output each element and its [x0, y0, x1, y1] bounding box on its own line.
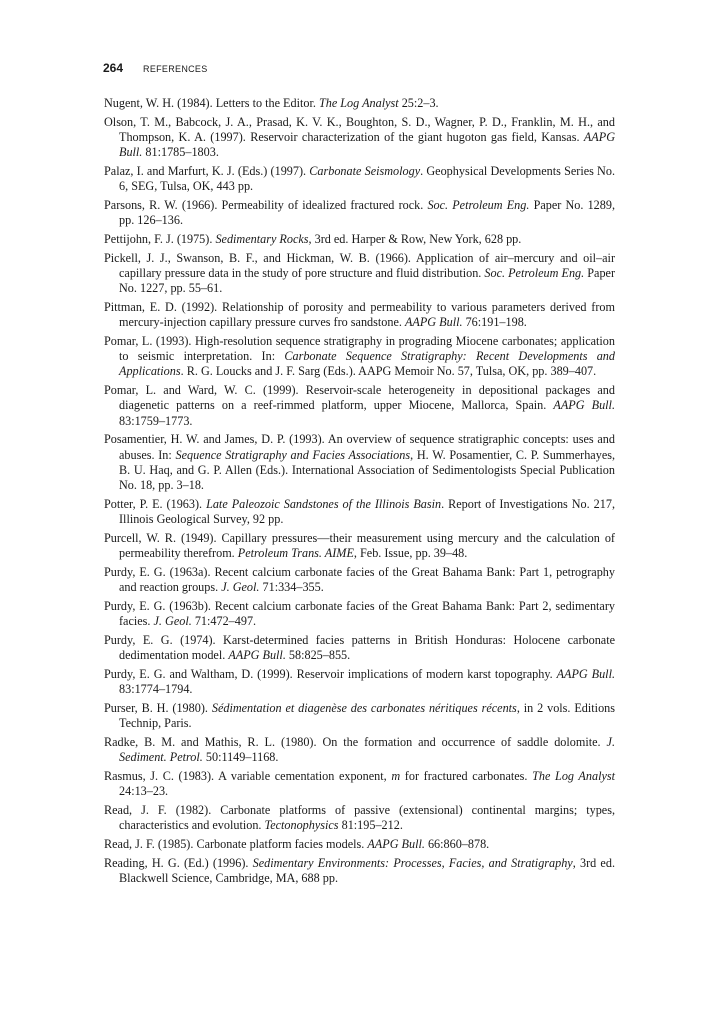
reference-entry: Parsons, R. W. (1966). Permeability of idealized fractured rock. Soc. Petroleum Eng. Paper No. 1289, pp. 126–136.	[104, 197, 616, 228]
reference-entry: Posamentier, H. W. and James, D. P. (1993). An overview of sequence stratigraphic concepts: uses and abuses. In: Sequence Stratigraphy and Facies Associations, H. W. Posamentier, C. P. Summerhayes, B. U. Haq, and G. P. Allen (Eds.). International Association of Sedimentologists Special Publication No. 18, pp. 3–18.	[104, 432, 616, 493]
page-number: 264	[103, 61, 124, 75]
reference-entry: Nugent, W. H. (1984). Letters to the Editor. The Log Analyst 25:2–3.	[104, 96, 439, 110]
reference-list	[104, 96, 615, 890]
reference-entry: Purdy, E. G. (1963b). Recent calcium carbonate facies of the Great Bahama Bank: Part 2, sedimentary facies. J. Geol. 71:472–497.	[104, 598, 615, 629]
reference-entry: Purdy, E. G. (1963a). Recent calcium carbonate facies of the Great Bahama Bank: Part 1, petrography and reaction groups. J. Geol. 71:334–355.	[104, 565, 615, 595]
reference-entry: Purser, B. H. (1980). Sédimentation et diagenèse des carbonates néritiques récents, in 2 vols. Editions Technip, Paris.	[104, 700, 615, 731]
page-header	[103, 61, 208, 77]
reference-entry: Olson, T. M., Babcock, J. A., Prasad, K. V. K., Boughton, S. D., Wagner, P. D., Franklin, M. H., and Thompson, K. A. (1997). Reservoir characterization of the giant hugoton gas field, Kansas. AAPG Bull. 81:1785–1803.	[104, 114, 615, 160]
running-head: REFERENCES	[143, 64, 208, 74]
reference-entry: Palaz, I. and Marfurt, K. J. (Eds.) (1997). Carbonate Seismology. Geophysical Developments Series No. 6, SEG, Tulsa, OK, 443 pp.	[104, 163, 615, 194]
reference-entry: Pomar, L. and Ward, W. C. (1999). Reservoir-scale heterogeneity in depositional packages and diagenetic patterns on a reef-rimmed platform, upper Miocene, Mallorca, Spain. AAPG Bull. 83:1759–1773.	[104, 383, 615, 428]
reference-entry: Pettijohn, F. J. (1975). Sedimentary Rocks, 3rd ed. Harper & Row, New York, 628 pp.	[104, 231, 522, 246]
reference-entry: Pomar, L. (1993). High-resolution sequence stratigraphy in prograding Miocene carbonates; application to seismic interpretation. In: Carbonate Sequence Stratigraphy: Recent Developments and Applications. R. G. Loucks and J. F. Sarg (Eds.). AAPG Memoir No. 57, Tulsa, OK, pp. 389–407.	[104, 333, 615, 379]
reference-entry: Radke, B. M. and Mathis, R. L. (1980). On the formation and occurrence of saddle dolomite. J. Sediment. Petrol. 50:1149–1168.	[104, 734, 615, 765]
reference-entry: Pittman, E. D. (1992). Relationship of porosity and permeability to various parameters derived from mercury-injection capillary pressure curves fro sandstone. AAPG Bull. 76:191–198.	[104, 299, 615, 330]
reference-entry: Purdy, E. G. and Waltham, D. (1999). Reservoir implications of modern karst topography. AAPG Bull. 83:1774–1794.	[104, 666, 616, 697]
reference-entry: Read, J. F. (1985). Carbonate platform facies models. AAPG Bull. 66:860–878.	[104, 836, 490, 851]
reference-entry: Reading, H. G. (Ed.) (1996). Sedimentary Environments: Processes, Facies, and Stratigraphy, 3rd ed. Blackwell Science, Cambridge, MA, 688 pp.	[104, 855, 615, 885]
reference-entry: Purdy, E. G. (1974). Karst-determined facies patterns in British Honduras: Holocene carbonate dedimentation model. AAPG Bull. 58:825–855.	[104, 632, 615, 663]
reference-entry: Potter, P. E. (1963). Late Paleozoic Sandstones of the Illinois Basin. Report of Investigations No. 217, Illinois Geological Survey, 92 pp.	[104, 497, 615, 527]
reference-entry: Read, J. F. (1982). Carbonate platforms of passive (extensional) continental margins; types, characteristics and evolution. Tectonophysics 81:195–212.	[104, 802, 615, 833]
reference-entry: Pickell, J. J., Swanson, B. F., and Hickman, W. B. (1966). Application of air–mercury and oil–air capillary pressure data in the study of pore structure and fluid distribution. Soc. Petroleum Eng. Paper No. 1227, pp. 55–61.	[104, 250, 616, 296]
reference-entry: Rasmus, J. C. (1983). A variable cementation exponent, m for fractured carbonates. The Log Analyst 24:13–23.	[104, 768, 615, 799]
reference-entry: Purcell, W. R. (1949). Capillary pressures—their measurement using mercury and the calculation of permeability therefrom. Petroleum Trans. AIME, Feb. Issue, pp. 39–48.	[104, 531, 615, 561]
